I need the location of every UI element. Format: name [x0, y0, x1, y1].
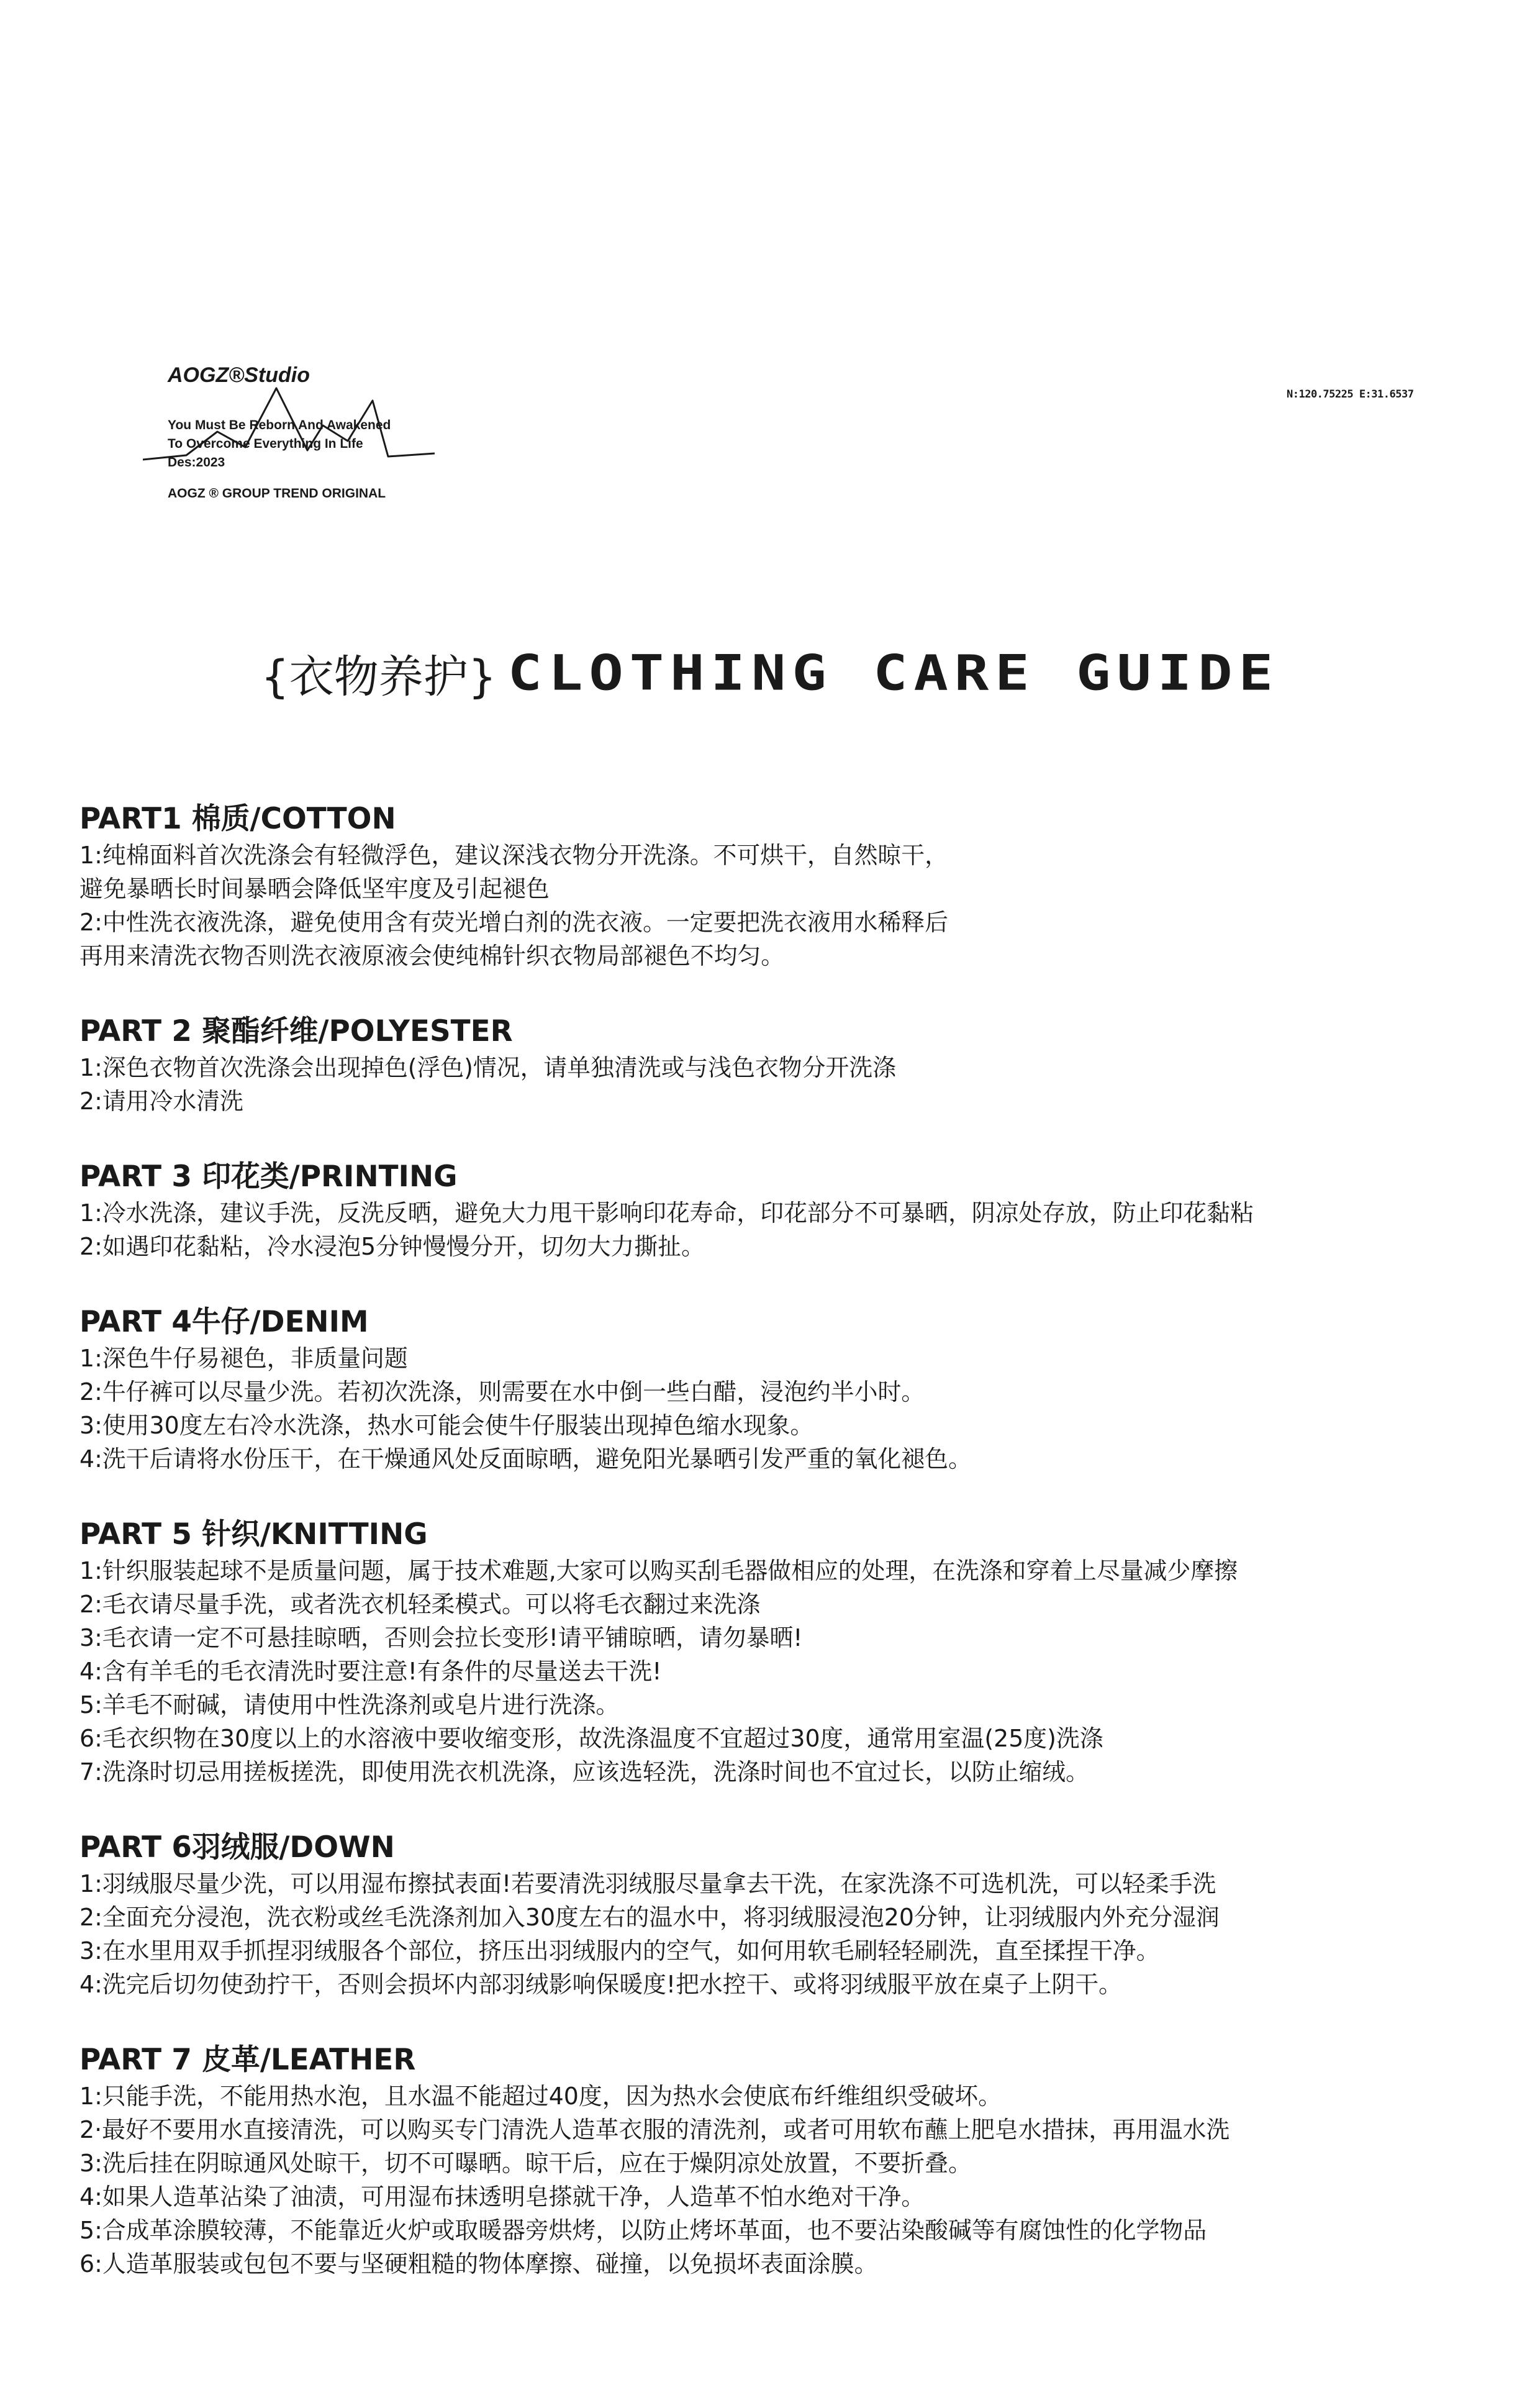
care-instruction-line: 1:深色牛仔易褪色，非质量问题	[79, 1345, 408, 1372]
page-title-chinese: {衣物养护}	[260, 650, 497, 703]
care-instruction-line: 4:洗干后请将水份压干，在干燥通风处反面晾晒，避免阳光暴晒引发严重的氧化褪色。	[79, 1445, 972, 1473]
section-title: PART 6羽绒服/DOWN	[79, 1830, 395, 1865]
care-instruction-line: 2:牛仔裤可以尽量少洗。若初次洗涤，则需要在水中倒一些白醋，浸泡约半小时。	[79, 1378, 925, 1406]
section-title: PART 3 印花类/PRINTING	[79, 1160, 458, 1194]
care-instruction-line: 4:含有羊毛的毛衣清洗时要注意!有条件的尽量送去干洗!	[79, 1658, 662, 1685]
care-instruction-line: 1:纯棉面料首次洗涤会有轻微浮色，建议深浅衣物分开洗涤。不可烘干，自然晾干，	[79, 842, 948, 869]
brand-design-year: Des:2023	[168, 455, 225, 470]
care-instruction-line: 1:羽绒服尽量少洗，可以用湿布擦拭表面!若要清洗羽绒服尽量拿去干洗，在家洗涤不可选机洗，可以轻柔手洗	[79, 1870, 1216, 1897]
care-instruction-line: 5:合成革涂膜较薄，不能靠近火炉或取暖器旁烘烤，以防止烤坏革面，也不要沾染酸碱等有腐蚀性的化学物品	[79, 2217, 1207, 2244]
care-instruction-line: 3:毛衣请一定不可悬挂晾晒，否则会拉长变形!请平铺晾晒，请勿暴晒!	[79, 1624, 803, 1651]
brand-footer: AOGZ ® GROUP TREND ORIGINAL	[168, 486, 386, 501]
brand-slogan-line-2: To Overcome Everything In Life	[168, 437, 363, 451]
care-instruction-line: 6:人造革服装或包包不要与坚硬粗糙的物体摩擦、碰撞，以免损坏表面涂膜。	[79, 2250, 878, 2278]
care-instruction-line: 2:如遇印花黏粘，冷水浸泡5分钟慢慢分开，切勿大力撕扯。	[79, 1233, 705, 1260]
section-title: PART 2 聚酯纤维/POLYESTER	[79, 1014, 513, 1048]
page-title	[0, 640, 1540, 706]
care-instruction-line: 2:毛衣请尽量手洗，或者洗衣机轻柔模式。可以将毛衣翻过来洗涤	[79, 1591, 761, 1618]
care-instruction-line: 2:全面充分浸泡，洗衣粉或丝毛洗涤剂加入30度左右的温水中，将羽绒服浸泡20分钟，让羽绒服内外充分湿润	[79, 1904, 1220, 1931]
care-instruction-line: 1:只能手洗，不能用热水泡，且水温不能超过40度，因为热水会使底布纤维组织受破坏。	[79, 2083, 1002, 2110]
care-section	[79, 1828, 1508, 2001]
section-title: PART 7 皮革/LEATHER	[79, 2043, 416, 2077]
care-instruction-line: 4:洗完后切勿使劲拧干，否则会损坏内部羽绒影响保暖度!把水控干、或将羽绒服平放在桌子上阴干。	[79, 1971, 1122, 1998]
care-section	[79, 1303, 1508, 1476]
brand-slogan-line-1: You Must Be Reborn And Awakened	[168, 418, 391, 432]
care-sections	[79, 800, 1508, 2320]
section-title: PART 5 针织/KNITTING	[79, 1517, 428, 1551]
coordinates-label: N:120.75225 E:31.6537	[1287, 388, 1414, 401]
care-section	[79, 1012, 1508, 1118]
care-instruction-line: 1:针织服装起球不是质量问题，属于技术难题,大家可以购买刮毛器做相应的处理，在洗涤和穿着上尽量减少摩擦	[79, 1557, 1238, 1584]
care-instruction-line: 避免暴晒长时间暴晒会降低坚牢度及引起褪色	[79, 875, 550, 902]
care-instruction-line: 1:冷水洗涤，建议手洗，反洗反晒，避免大力甩干影响印花寿命，印花部分不可暴晒，阴凉处存放，防止印花黏粘	[79, 1199, 1254, 1227]
page-title-english: CLOTHING CARE GUIDE	[507, 645, 1279, 701]
care-section	[79, 800, 1508, 973]
care-instruction-line: 6:毛衣织物在30度以上的水溶液中要收缩变形，故洗涤温度不宜超过30度，通常用室温(25度)洗涤	[79, 1725, 1103, 1752]
care-instruction-line: 3:洗后挂在阴晾通风处晾干，切不可曝晒。晾干后，应在于燥阴凉处放置，不要折叠。	[79, 2150, 972, 2177]
care-instruction-line: 2·最好不要用水直接清洗，可以购买专门清洗人造革衣服的清洗剂，或者可用软布蘸上肥皂水措抹，再用温水洗	[79, 2116, 1230, 2143]
care-instruction-line: 4:如果人造革沾染了油渍，可用湿布抹透明皂搽就干净，人造革不怕水绝对干净。	[79, 2183, 925, 2210]
care-section	[79, 1158, 1508, 1263]
brand-name: AOGZ®Studio	[168, 363, 310, 387]
care-instruction-line: 5:羊毛不耐碱，请使用中性洗涤剂或皂片进行洗涤。	[79, 1691, 620, 1719]
care-instruction-line: 3:使用30度左右冷水洗涤，热水可能会使牛仔服装出现掉色缩水现象。	[79, 1412, 814, 1439]
care-instruction-line: 再用来清洗衣物否则洗衣液原液会使纯棉针织衣物局部褪色不均匀。	[79, 942, 785, 970]
care-instruction-line: 1:深色衣物首次洗涤会出现掉色(浮色)情况，请单独清洗或与浅色衣物分开洗涤	[79, 1054, 896, 1081]
care-section	[79, 2041, 1508, 2281]
care-instruction-line: 3:在水里用双手抓捏羽绒服各个部位，挤压出羽绒服内的空气，如何用软毛刷轻轻刷洗，直至揉捏干净。	[79, 1937, 1160, 1965]
section-title: PART 4牛仔/DENIM	[79, 1305, 369, 1339]
care-instruction-line: 2:请用冷水清洗	[79, 1088, 243, 1115]
care-section	[79, 1515, 1508, 1789]
care-instruction-line: 7:洗涤时切忌用搓板搓洗，即使用洗衣机洗涤，应该选轻洗，洗涤时间也不宜过长，以防止缩绒。	[79, 1758, 1089, 1786]
section-title: PART1 棉质/COTTON	[79, 802, 396, 836]
care-instruction-line: 2:中性洗衣液洗涤，避免使用含有荧光增白剂的洗衣液。一定要把洗衣液用水稀释后	[79, 909, 948, 936]
brand-logo	[143, 363, 453, 512]
